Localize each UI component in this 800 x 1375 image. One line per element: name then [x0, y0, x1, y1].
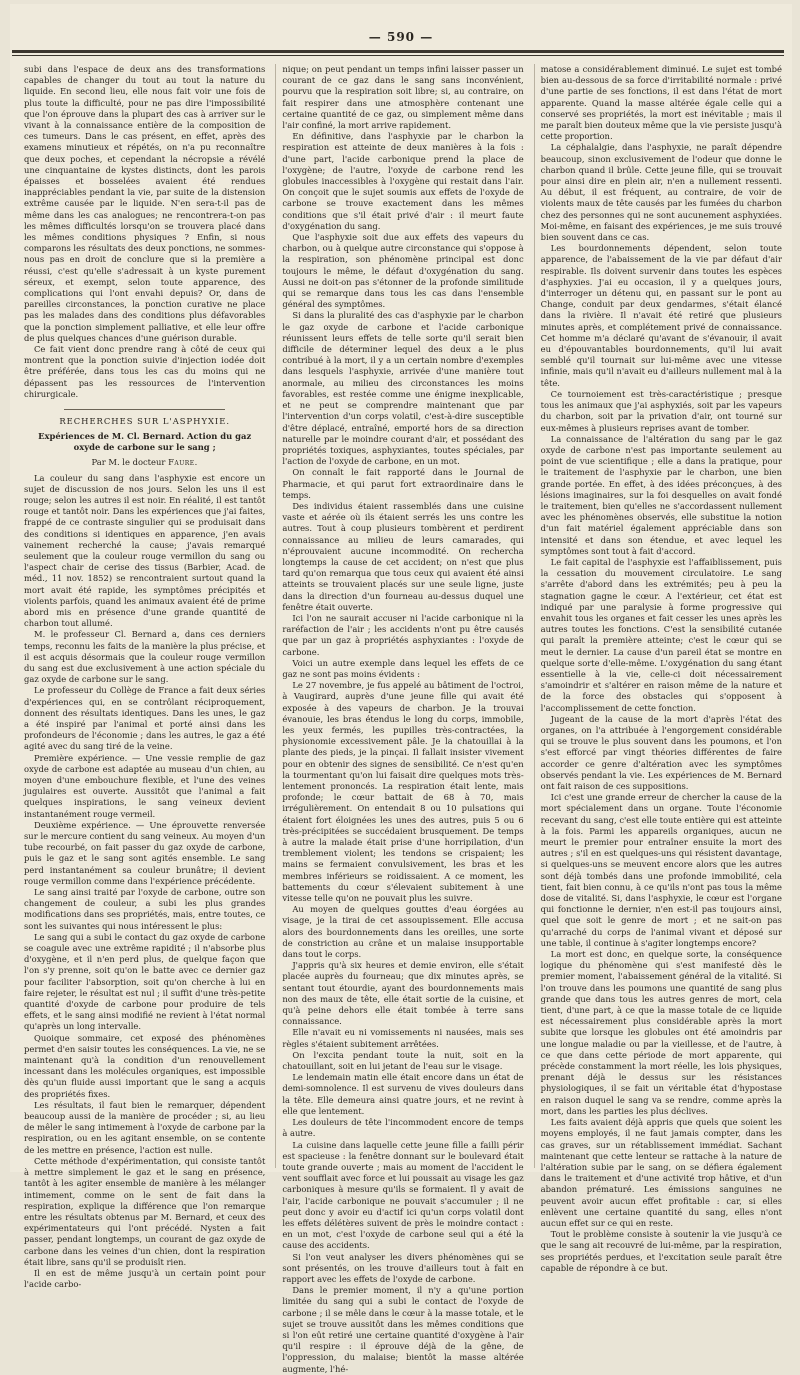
paragraph: Dans le premier moment, il n'y a qu'une portion limitée du sang qui a subi le contact de l'oxyde de carbone ; il se mêle dans le cœur à la masse totale, et le sujet se trouve aussitôt dans les mêmes conditions que si l'on eût retiré une certaine quantité d'oxygène à l'air qu'il respire : il éprouve déjà de la gêne, de l'oppression, du malaise; bientôt la masse altérée augmente, l'hé- [282, 1285, 524, 1374]
paragraph: Les bourdonnements dépendent, selon toute apparence, de l'abaissement de la vie par défaut d'air respirable. Ils doivent survenir dans toutes les espèces d'asphyxies. J'ai eu occasion, il y a quelques jours, d'interroger un détenu qui, en passant sur le pont au Change, conduit par deux gendarmes, s'était élancé dans la rivière. Il n'avait été retiré que plusieurs minutes après, et complétement privé de connaissance. Cet homme m'a déclaré qu'avant de s'évanouir, il avait eu d'épouvantables bourdonnements, qu'il lui avait semblé qu'il tournait sur lui-même avec une vitesse infinie, mais qu'il n'avait eu d'ailleurs nullement mal à la tête. [540, 243, 782, 388]
text-columns [24, 64, 782, 1374]
section-subtitle: Expériences de M. Cl. Bernard. Action du gaz oxyde de carbone sur le sang ; [38, 431, 252, 453]
paragraph: On connaît le fait rapporté dans le Journal de Pharmacie, et qui parut fort extraordinaire dans le temps. [282, 467, 524, 500]
byline-prefix: Par M. le docteur [91, 457, 166, 468]
paragraph: Les douleurs de tête l'incommodent encore de temps à autre. [282, 1117, 524, 1139]
paragraph: Le fait capital de l'asphyxie est l'affaiblissement, puis la cessation du mouvement circulatoire. Le sang s'arrête d'abord dans les extrémités; peu à peu la stagnation gagne le cœur. A l'extérieur, cet état est indiqué par une paralysie à forme progressive qui envahit tous les organes et fait cesser les unes après les autres toutes les fonctions. C'est la sensibilité cutanée qui paraît la première atteinte; c'est le cœur qui se meut le dernier. La cause d'un pareil état se montre en quelque sorte d'elle-même. L'oxygénation du sang étant essentielle à la vie, celle-ci doit nécessairement s'amoindrir et s'altérer en raison même de la nature et de la force des obstacles qui s'opposent à l'accomplissement de cette fonction. [540, 556, 782, 713]
paragraph: Première expérience. — Une vessie remplie de gaz oxyde de carbone est adaptée au museau d'un chien, au moyen d'une embouchure flexible, et l'une des veines jugulaires est ouverte. Aussitôt que l'animal a fait quelques inspirations, le sang veineux devient instantanément rouge vermeil. [24, 752, 266, 819]
paragraph: Le sang ainsi traité par l'oxyde de carbone, outre son changement de couleur, a subi les plus grandes modifications dans ses propriétés, mais, entre toutes, ce sont les suivantes qui nous intéressent le plus: [24, 887, 266, 931]
paragraph: subi dans l'espace de deux ans des transformations capables de changer du tout au tout la nature du liquide. En second lieu, elle nous fait voir une fois de plus toute la difficulté, pour ne pas dire l'impossibilité que l'on éprouve dans la plupart des cas à arriver sur le vivant à la connaissance entière de la composition de ces tumeurs. Dans le cas présent, en effet, après des examens minutieux et répétés, on n'a pu reconnaître que deux poches, et cependant la nécropsie a révélé une cinquantaine de kystes distincts, dont les parois épaisses et bosselées avaient été rendues inappréciables pendant la vie, par suite de la distension extrême causée par le liquide. N'en sera-t-il pas de même dans les cas analogues; ne rencontrera-t-on pas les mêmes difficultés lorsqu'on se trouvera placé dans les mêmes conditions physiques ? Enfin, si nous comparons les résultats des deux ponctions, ne sommes-nous pas en droit de conclure que si la première a réussi, c'est qu'elle s'adressait à un kyste purement séreux, et exempt, selon toute apparence, des complications qui l'ont envahi depuis? Or, dans de pareilles circonstances, la ponction curative ne place pas les malades dans des conditions plus défavorables que la ponction simplement palliative, et elle leur offre de plus quelques chances d'une guérison durable. [24, 64, 266, 343]
paragraph: Que l'asphyxie soit due aux effets des vapeurs du charbon, ou à quelque autre circonstance qui s'oppose à la respiration, son phénomène principal est donc toujours le même, le défaut d'oxygénation du sang. Aussi ne doit-on pas s'étonner de la profonde similitude qui se remarque dans tous les cas dans l'ensemble général des symptômes. [282, 232, 524, 310]
paragraph: Les résultats, il faut bien le remarquer, dépendent beaucoup aussi de la manière de procéder ; si, au lieu de mêler le sang intimement à l'oxyde de carbone par la respiration, ou en les agitant ensemble, on se contente de les mettre en présence, l'action est nulle. [24, 1099, 266, 1155]
paragraph: nique; on peut pendant un temps infini laisser passer un courant de ce gaz dans le sang sans inconvénient, pourvu que la respiration soit libre; si, au contraire, on fait respirer dans une atmosphère contenant une certaine quantité de ce gaz, ou simplement même dans l'air confiné, la mort arrive rapidement. [282, 64, 524, 131]
paragraph: J'appris qu'à six heures et demie environ, elle s'était placée auprès du fourneau; que dix minutes après, se sentant tout étourdie, ayant des bourdonnements mais non des maux de tête, elle était sortie de la cuisine, et qu'à peine dehors elle était tombée à terre sans connaissance. [282, 960, 524, 1027]
paragraph: Le sang qui a subi le contact du gaz oxyde de carbone se coagule avec une extrême rapidité ; il n'absorbe plus d'oxygène, et il n'en perd plus, de quelque façon que l'on s'y prenne, soit qu'on le batte avec ce dernier gaz pour faciliter l'absorption, soit qu'on cherche à lui en faire rejeter, le résultat est nul ; il suffit d'une très-petite quantité d'oxyde de carbone pour produire de tels effets, et le sang ainsi modifié ne revient à l'état normal qu'après un long intervalle. [24, 931, 266, 1032]
paragraph: Le professeur du Collège de France a fait deux séries d'expériences qui, en se contrôlant réciproquement, donnent des résultats identiques. Dans les unes, le gaz a été inspiré par l'animal et porté ainsi dans les profondeurs de l'économie ; dans les autres, le gaz a été agité avec du sang tiré de la veine. [24, 685, 266, 752]
section-divider [64, 409, 225, 410]
section-title: RECHERCHES SUR L'ASPHYXIE. [59, 416, 231, 427]
paragraph: Voici un autre exemple dans lequel les effets de ce gaz ne sont pas moins évidents : [282, 657, 524, 679]
paragraph: Les faits avaient déjà appris que quels que soient les moyens employés, il ne faut jamais compter, dans les cas graves, sur un rétablissement immédiat. Sachant maintenant que cette lenteur se rattache à la nature de l'altération subie par le sang, on se défiera également dans le traitement et d'une activité trop hâtive, et d'un abandon prématuré. Les émissions sanguines ne peuvent avoir aucun effet profitable : car, si elles enlèvent une certaine quantité du sang, elles n'ont aucun effet sur ce qui en reste. [540, 1117, 782, 1228]
paragraph: La cuisine dans laquelle cette jeune fille a failli périr est spacieuse : la fenêtre donnant sur le boulevard était toute grande ouverte ; mais au moment de l'accident le vent soufflait avec force et lui poussait au visage les gaz carboniques à mesure qu'ils se formaient. Il y avait de l'air, l'acide carbonique ne pouvait s'accumuler ; il ne peut donc y avoir eu d'actif ici qu'un corps volatil dont les effets délétères suivent de près le moindre contact : en un mot, c'est l'oxyde de carbone seul qui a été la cause des accidents. [282, 1139, 524, 1251]
page-number: — 590 — [368, 30, 434, 44]
byline-author: Faure. [168, 457, 198, 468]
paragraph: Jugeant de la cause de la mort d'après l'état des organes, on l'a attribuée à l'engorgement considérable qui se trouve le plus souvent dans les poumons, et l'on s'est efforcé par vingt théories différentes de faire accorder ce genre d'altération avec les symptômes observés pendant la vie. Les expériences de M. Bernard ont fait raison de ces suppositions. [540, 713, 782, 791]
paragraph: En définitive, dans l'asphyxie par le charbon la respiration est atteinte de deux manières à la fois : d'une part, l'acide carbonique prend la place de l'oxygène; de l'autre, l'oxyde de carbone rend les globules inaccessibles à l'oxygène qui restait dans l'air. On conçoit que le sujet soumis aux effets de l'oxyde de carbone se trouve exactement dans les mêmes conditions que s'il était privé d'air : il meurt faute d'oxygénation du sang. [282, 131, 524, 231]
paragraph: Quoique sommaire, cet exposé des phénomènes permet d'en saisir toutes les conséquences. La vie, ne se maintenant qu'à la condition d'un renouvellement incessant dans les molécules organiques, est impossible dès qu'un fluide aussi important que le sang a acquis des propriétés fixes. [24, 1032, 266, 1099]
paragraph: Ici c'est une grande erreur de chercher la cause de la mort spécialement dans un organe. Toute l'économie recevant du sang, c'est elle toute entière qui est atteinte à la fois. Parmi les appareils organiques, aucun ne meurt le premier pour entraîner ensuite la mort des autres ; s'il en est quelques-uns qui résistent davantage, si quelques-uns se meuvent encore alors que les autres sont déjà tombés dans une profonde immobilité, cela tient, fait bien connu, à ce qu'ils n'ont pas tous la même dose de vitalité. Si, dans l'asphyxie, le cœur est l'organe qui fonctionne le dernier, n'en est-il pas toujours ainsi, quel que soit le genre de mort ; et ne sait-on pas qu'arraché du corps de l'animal vivant et déposé sur une table, il continue à s'agiter longtemps encore? [540, 792, 782, 948]
paragraph: Cette méthode d'expérimentation, qui consiste tantôt à mettre simplement le gaz et le sang en présence, tantôt à les agiter ensemble de manière à les mélanger intimement, comme on le sent de fait dans la respiration, explique la différence que l'on remarque entre les résultats obtenus par M. Bernard, et ceux des expérimentateurs qui l'ont précédé. Nysten a fait passer, pendant longtemps, un courant de gaz oxyde de carbone dans les veines d'un chien, dont la respiration était libre, sans qu'il se produisît rien. [24, 1155, 266, 1267]
paragraph: La mort est donc, en quelque sorte, la conséquence logique du phénomène qui s'est manifesté dès le premier moment, l'abaissement général de la vitalité. Si l'on trouve dans les poumons une quantité de sang plus grande que dans tous les autres genres de mort, cela tient, d'une part, à ce que la masse totale de ce liquide est nécessairement plus considérable après la mort subite que lorsque les globules ont été amoindris par une longue maladie ou par la vieillesse, et de l'autre, à ce que dans cette période de mort apparente, qui précède constamment la mort réelle, les lois physiques, prenant déjà le dessus sur les résistances physiologiques, il se fait un véritable état d'hypostase en raison duquel le sang va se rendre, comme après la mort, dans les parties les plus déclives. [540, 949, 782, 1116]
paragraph: On l'excita pendant toute la nuit, soit en la chatouillant, soit en lui jetant de l'eau sur le visage. [282, 1049, 524, 1072]
page-header [10, 4, 792, 50]
paragraph: Au moyen de quelques gouttes d'eau éorgées au visage, je la tirai de cet assoupissement. Elle accusa alors des bourdonnements dans les oreilles, une sorte de constriction au crâne et un malaise insupportable dans tout le corps. [282, 904, 524, 960]
byline [24, 457, 265, 468]
header-rule-thin [12, 55, 784, 56]
paragraph: matose a considérablement diminué. Le sujet est tombé bien au-dessous de sa force d'irritabilité normale : privé d'une partie de ses fonctions, il est dans l'état de mort apparente. Quand la masse altérée égale celle qui a conservé ses propriétés, la mort est inévitable ; mais il me paraît bien douteux même que la vie persiste jusqu'à cette proportion. [540, 64, 782, 142]
column-left [24, 64, 266, 1290]
paragraph: Deuxième expérience. — Une éprouvette renversée sur le mercure contient du sang veineux. Au moyen d'un tube recourbé, on fait passer du gaz oxyde de carbone, puis le gaz et le sang sont agités ensemble. Le sang perd instantanément sa couleur brunâtre; il devient rouge vermillon comme dans l'expérience précédente. [24, 819, 266, 886]
paragraph: Le lendemain matin elle était encore dans un état de demi-somnolence. Il est survenu de vives douleurs dans la tête. Elle demeura ainsi quatre jours, et ne revint à elle que lentement. [282, 1072, 524, 1116]
paragraph: Il en est de même jusqu'à un certain point pour l'acide carbo- [24, 1267, 266, 1290]
paragraph: Si dans la pluralité des cas d'asphyxie par le charbon le gaz oxyde de carbone et l'acide carbonique réunissent leurs effets de telle sorte qu'il serait bien difficile de déterminer lequel des deux a le plus contribué à la mort, il y a un certain nombre d'exemples dans lesquels l'asphyxie, arrivée d'une manière tout anormale, au milieu des circonstances les moins favorables, est restée comme une énigme inexplicable, et ne peut se comprendre maintenant que par l'intervention d'un corps volatil, c'est-à-dire susceptible d'être déplacé, entraîné, emporté hors de sa direction naturelle par le moindre courant d'air, et possédant des propriétés toxiques, asphyxiantes, toutes spéciales, par l'action de l'oxyde de carbone, en un mot. [282, 310, 524, 467]
newspaper-page [10, 4, 792, 1374]
paragraph: M. le professeur Cl. Bernard a, dans ces derniers temps, reconnu les faits de la manière la plus précise, et il est acquis désormais que la couleur rouge vermillon du sang est due exclusivement à une action spéciale du gaz oxyde de carbone sur le sang. [24, 629, 266, 685]
paragraph: Elle n'avait eu ni vomissements ni nausées, mais ses règles s'étaient subitement arrêtées. [282, 1027, 524, 1049]
header-rule-thick [12, 50, 784, 53]
paragraph: Tout le problème consiste à soutenir la vie jusqu'à ce que le sang ait recouvré de lui-même, par la respiration, ses propriétés perdues, et l'excitation seule paraît être capable de répondre à ce but. [540, 1229, 782, 1273]
paragraph: Ce fait vient donc prendre rang à côté de ceux qui montrent que la ponction suivie d'injection iodée doit être préférée, dans tous les cas du moins qui ne dépassent pas les ressources de l'intervention chirurgicale. [24, 344, 266, 399]
paragraph: Le 27 novembre, je fus appelé au bâtiment de l'octroi, à Vaugirard, auprès d'une jeune fille qui avait été exposée à des vapeurs de charbon. Je la trouvai évanouie, les bras étendus le long du corps, immobile, les yeux fermés, les pupilles très-contractées, la physionomie excessivement pâle. Je la chatouillai à la plante des pieds, je la pinçai. Il fallait insister vivement pour en obtenir des signes de sensibilité. Ce n'est qu'en la tourmentant qu'on lui faisait dire quelques mots très-lentement prononcés. La respiration était lente, mais profonde; le cœur battait de 68 à 70, mais irrégulièrement. On entendait 8 ou 10 pulsations qui étaient fort éloignées les unes des autres, puis 5 ou 6 très-précipitées se succédaient brusquement. De temps à autre la malade était prise d'une horripilation, d'un tremblement violent; les tendons se crispaient; les mains se fermaient convulsivement, les bras et les membres inférieurs se roidissaient. A ce moment, les battements du cœur s'élevaient subitement à une vitesse telle qu'on ne pouvait plus les suivre. [282, 680, 524, 904]
paragraph: La céphalalgie, dans l'asphyxie, ne paraît dépendre beaucoup, sinon exclusivement de l'odeur que donne le charbon quand il brûle. Cette jeune fille, qui se trouvait pour ainsi dire en plein air, n'en a nullement ressenti. Au début, il est fréquent, au contraire, de voir de violents maux de tête causés par les fumées du charbon chez des personnes qui ne sont aucunement asphyxiées. Moi-même, en faisant des expériences, je me suis trouvé bien souvent dans ce cas. [540, 142, 782, 243]
paragraph: Des individus étaient rassemblés dans une cuisine vaste et aérée où ils étaient serrés les uns contre les autres. Tout à coup plusieurs tombèrent et perdirent connaissance au milieu de leurs camarades, qui n'éprouvaient aucune incommodité. On rechercha longtemps la cause de cet accident; on n'est que plus tard qu'on remarqua que tous ceux qui avaient été ainsi atteints se trouvaient placés sur une seule ligne, juste dans la direction d'un fourneau au-dessus duquel une fenêtre était ouverte. [282, 500, 524, 612]
column-middle [275, 64, 524, 1374]
paragraph: Ici l'on ne saurait accuser ni l'acide carbonique ni la raréfaction de l'air ; les accidents n'ont pu être causés que par un gaz à propriétés asphyxiantes : l'oxyde de carbone. [282, 612, 524, 657]
paragraph: Si l'on veut analyser les divers phénomènes qui se sont présentés, on les trouve d'ailleurs tout à fait en rapport avec les effets de l'oxyde de carbone. [282, 1251, 524, 1284]
paragraph: La couleur du sang dans l'asphyxie est encore un sujet de discussion de nos jours. Selon les uns il est rouge; selon les autres il est noir. En réalité, il est tantôt rouge et tantôt noir. Dans les expériences que j'ai faites, frappé de ce contraste singulier qui se produisait dans des conditions si identiques en apparence, j'en avais vainement recherché la cause; j'avais remarqué seulement que la couleur rouge vermillon du sang ou l'aspect chair de cerise des tissus (Barbier, Acad. de méd., 11 nov. 1852) se rencontraient surtout quand la mort avait été rapide, les symptômes précipités et violents parfois, quand les animaux avaient été de prime abord mis en présence d'une grande quantité de charbon tout allumé. [24, 472, 266, 629]
column-right [534, 64, 782, 1273]
paragraph: La connaissance de l'altération du sang par le gaz oxyde de carbone n'est pas importante seulement au point de vue scientifique ; elle a dans la pratique, pour le traitement de l'asphyxie par le charbon, une bien grande portée. En effet, à des idées préconçues, à des lésions imaginaires, sur la foi desquelles on avait fondé le traitement, bien qu'elles ne s'accordassent nullement avec les phénomènes observés, elle substitue la notion d'un fait matériel également appréciable dans son intensité et dans son étendue, et avec lequel les symptômes sont tout à fait d'accord. [540, 433, 782, 556]
paragraph: Ce tournoiement est très-caractéristique ; presque tous les animaux que j'ai asphyxiés, soit par les vapeurs du charbon, soit par la privation d'air, ont tourné sur eux-mêmes à plusieurs reprises avant de tomber. [540, 388, 782, 433]
